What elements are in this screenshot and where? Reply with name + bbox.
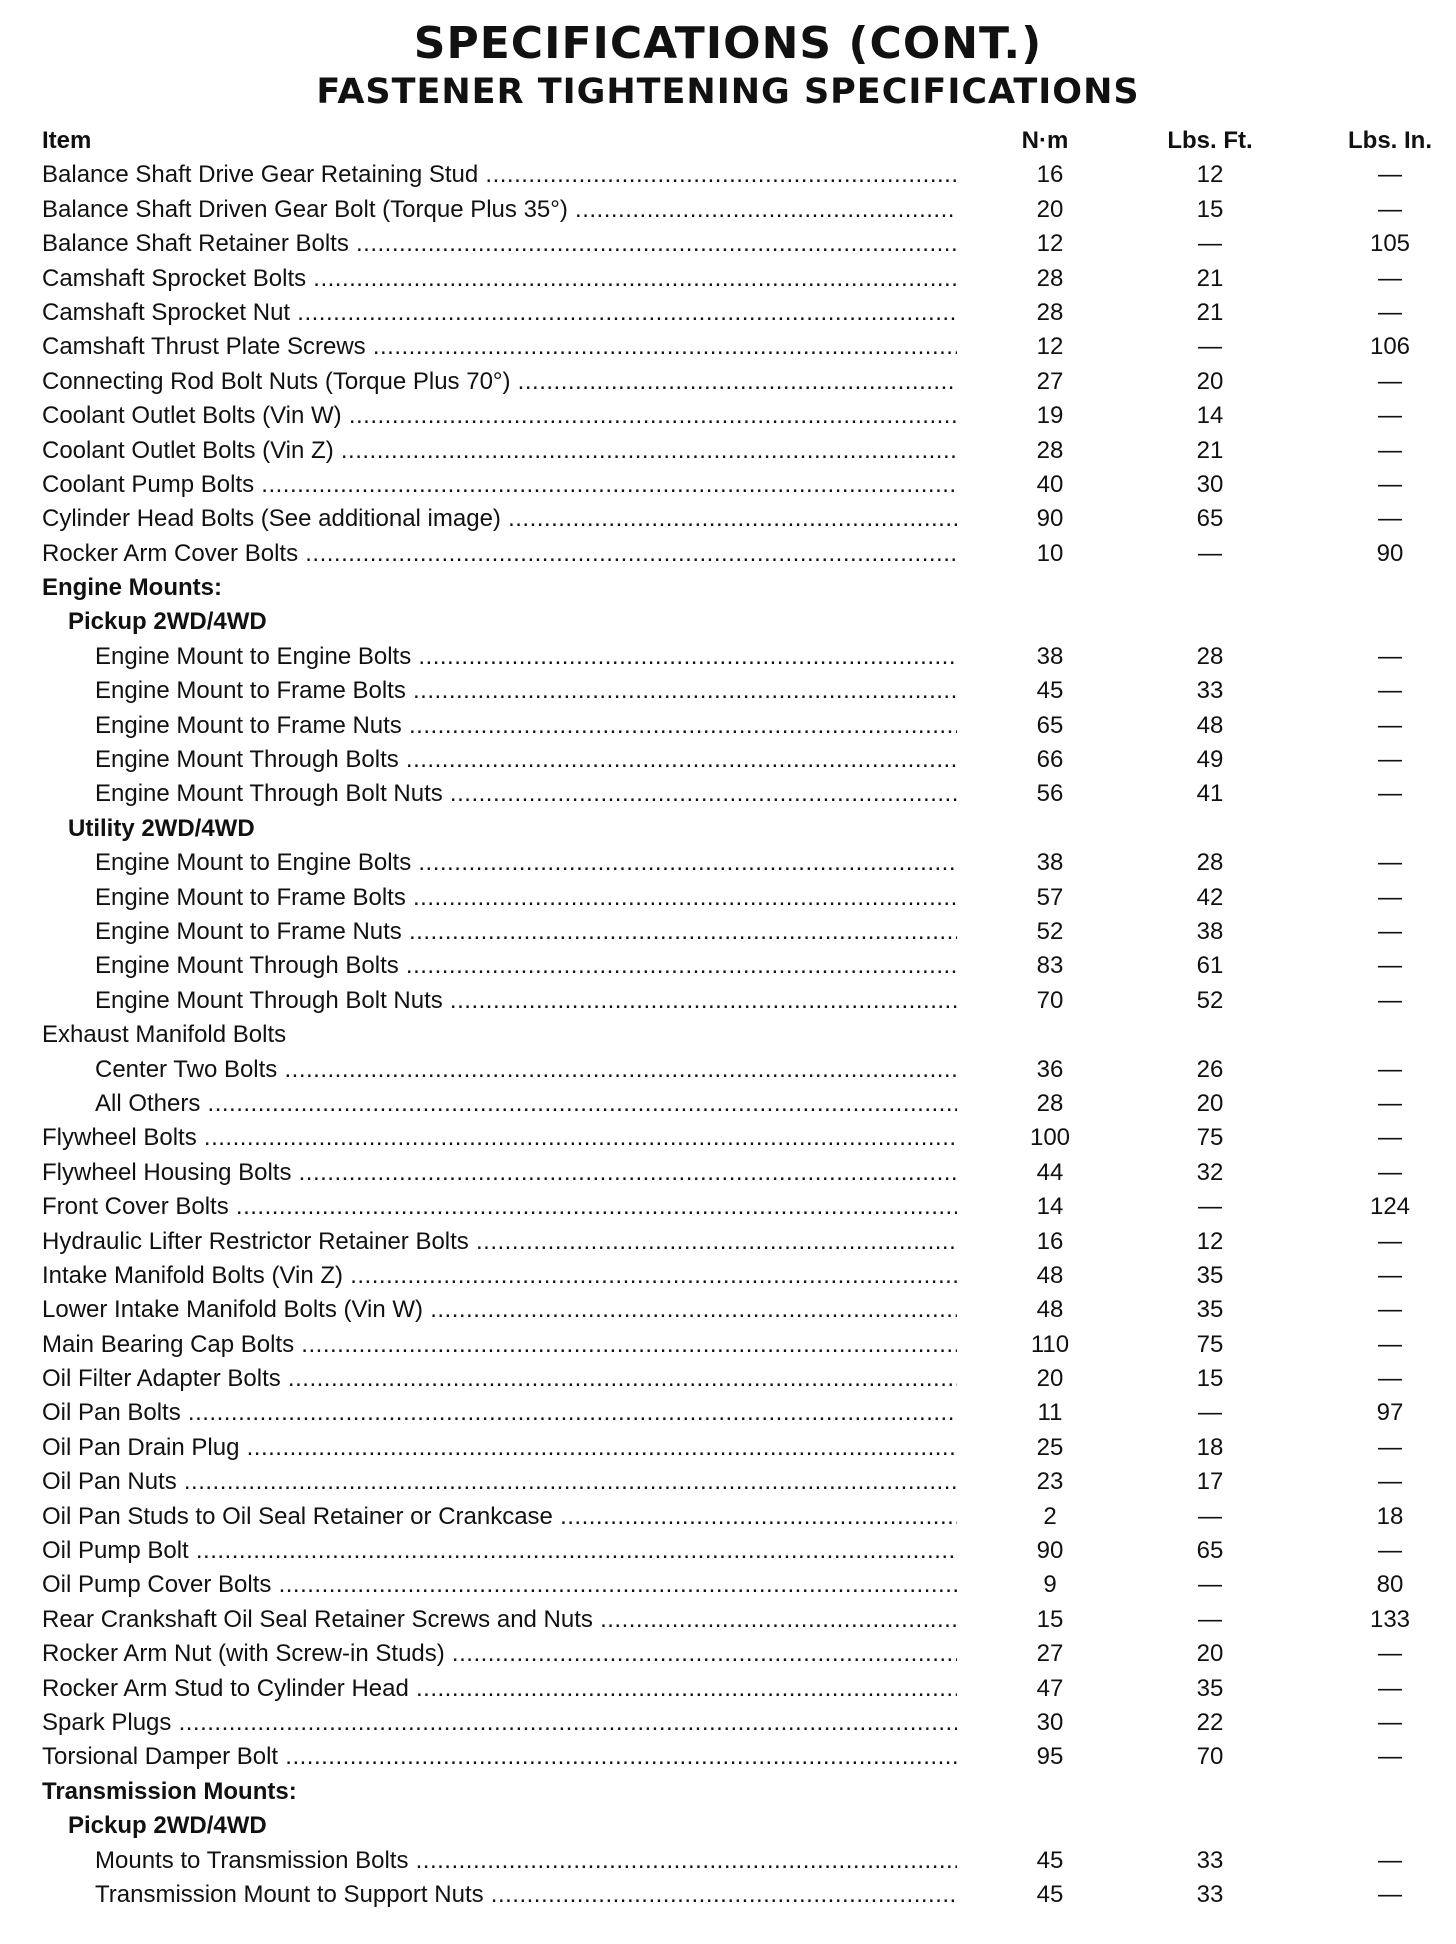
row-value-lbs-ft: 41: [1196, 780, 1224, 808]
table-row: [0, 1534, 1456, 1568]
row-item-label: Transmission Mount to Support Nuts .....: [95, 1878, 957, 1912]
row-item-label: Oil Pan Drain Plug .....: [42, 1431, 957, 1465]
table-row: [0, 1568, 1456, 1602]
row-item-label: Utility 2WD/4WD: [68, 814, 255, 842]
row-item-label: Front Cover Bolts .....: [42, 1190, 957, 1224]
row-value-lbs-ft: 12: [1196, 161, 1224, 189]
table-row: [0, 1500, 1456, 1534]
row-item-label: Cylinder Head Bolts (See additional image) .....: [42, 502, 957, 536]
row-value-lbs-in: —: [1378, 711, 1402, 739]
row-value-lbs-ft: 21: [1196, 298, 1224, 326]
table-row: [0, 158, 1456, 192]
row-item-label: Main Bearing Cap Bolts .....: [42, 1328, 957, 1362]
row-value-nm: 56: [1036, 780, 1064, 808]
row-value-nm: 100: [1029, 1124, 1071, 1152]
row-value-nm: 66: [1036, 746, 1064, 774]
table-row: [0, 1844, 1456, 1878]
row-value-nm: 14: [1036, 1193, 1064, 1221]
row-value-lbs-ft: 35: [1196, 1296, 1224, 1324]
row-item-label: Pickup 2WD/4WD: [68, 608, 267, 636]
row-value-lbs-ft: 48: [1196, 711, 1224, 739]
row-value-lbs-ft: —: [1198, 1399, 1222, 1427]
row-value-nm: 65: [1036, 711, 1064, 739]
row-value-nm: 27: [1036, 1640, 1064, 1668]
row-item-label: Balance Shaft Drive Gear Retaining Stud .....: [42, 158, 957, 192]
row-value-lbs-ft: 33: [1196, 1880, 1224, 1908]
row-value-lbs-in: —: [1378, 1124, 1402, 1152]
row-value-lbs-in: —: [1378, 1261, 1402, 1289]
row-value-nm: 45: [1036, 677, 1064, 705]
table-row: [0, 330, 1456, 364]
row-value-lbs-in: 97: [1376, 1399, 1404, 1427]
table-row: [0, 537, 1456, 571]
section-heading-row: [0, 571, 1456, 605]
row-value-lbs-ft: —: [1198, 333, 1222, 361]
row-value-lbs-ft: —: [1198, 1571, 1222, 1599]
row-item-label: Rear Crankshaft Oil Seal Retainer Screws and Nuts .....: [42, 1603, 957, 1637]
row-value-lbs-in: —: [1378, 1055, 1402, 1083]
row-item-label: Oil Pan Bolts .....: [42, 1396, 957, 1430]
column-header-item: Item: [42, 127, 92, 154]
row-value-lbs-in: —: [1378, 402, 1402, 430]
row-item-label: Torsional Damper Bolt .....: [42, 1740, 957, 1774]
row-value-nm: 52: [1036, 917, 1064, 945]
row-value-lbs-ft: 20: [1196, 1089, 1224, 1117]
row-value-lbs-ft: 17: [1196, 1468, 1224, 1496]
row-value-lbs-in: —: [1378, 1158, 1402, 1186]
row-value-lbs-in: —: [1378, 1365, 1402, 1393]
table-row: [0, 1156, 1456, 1190]
row-value-lbs-in: —: [1378, 436, 1402, 464]
row-item-label: Coolant Outlet Bolts (Vin Z) .....: [42, 434, 957, 468]
row-value-lbs-in: —: [1378, 298, 1402, 326]
row-value-nm: 48: [1036, 1261, 1064, 1289]
table-row: [0, 709, 1456, 743]
row-value-lbs-ft: 15: [1196, 195, 1224, 223]
row-value-lbs-in: 106: [1369, 333, 1411, 361]
row-value-lbs-ft: 35: [1196, 1261, 1224, 1289]
row-item-label: Engine Mount Through Bolt Nuts .....: [95, 984, 957, 1018]
row-value-lbs-in: —: [1378, 1296, 1402, 1324]
table-row: [0, 1878, 1456, 1912]
table-row: [0, 296, 1456, 330]
table-row: [0, 502, 1456, 536]
row-value-nm: 16: [1036, 161, 1064, 189]
row-item-label: Engine Mount to Frame Bolts .....: [95, 881, 957, 915]
row-value-nm: 90: [1036, 1537, 1064, 1565]
row-value-lbs-ft: 18: [1196, 1433, 1224, 1461]
row-item-label: Coolant Pump Bolts .....: [42, 468, 957, 502]
row-item-label: Engine Mount to Engine Bolts .....: [95, 640, 957, 674]
row-value-nm: 28: [1036, 436, 1064, 464]
row-value-lbs-ft: —: [1198, 539, 1222, 567]
row-value-nm: 27: [1036, 367, 1064, 395]
row-value-nm: 45: [1036, 1846, 1064, 1874]
row-value-nm: 28: [1036, 298, 1064, 326]
table-row: [0, 1259, 1456, 1293]
table-row: [0, 1121, 1456, 1155]
row-value-lbs-in: —: [1378, 1674, 1402, 1702]
row-value-lbs-ft: 30: [1196, 470, 1224, 498]
table-row: [0, 1740, 1456, 1774]
row-value-lbs-in: —: [1378, 917, 1402, 945]
row-value-lbs-in: —: [1378, 1433, 1402, 1461]
row-item-label: Engine Mount to Frame Nuts .....: [95, 915, 957, 949]
row-item-label: Center Two Bolts .....: [95, 1053, 957, 1087]
table-row: [0, 262, 1456, 296]
row-value-lbs-ft: 21: [1196, 436, 1224, 464]
fastener-spec-table: [0, 124, 1456, 1912]
row-value-lbs-ft: 12: [1196, 1227, 1224, 1255]
row-value-lbs-ft: 20: [1196, 1640, 1224, 1668]
table-row: [0, 984, 1456, 1018]
row-value-nm: 28: [1036, 1089, 1064, 1117]
row-value-lbs-ft: 35: [1196, 1674, 1224, 1702]
row-item-label: Engine Mount Through Bolt Nuts .....: [95, 777, 957, 811]
row-value-nm: 36: [1036, 1055, 1064, 1083]
row-value-lbs-in: —: [1378, 986, 1402, 1014]
row-value-lbs-ft: —: [1198, 1193, 1222, 1221]
row-value-lbs-in: —: [1378, 952, 1402, 980]
row-item-label: Engine Mount Through Bolts .....: [95, 949, 957, 983]
row-value-lbs-ft: 33: [1196, 677, 1224, 705]
row-item-label: Engine Mount to Frame Bolts .....: [95, 674, 957, 708]
table-row: [0, 1603, 1456, 1637]
table-row: [0, 399, 1456, 433]
row-value-lbs-ft: 22: [1196, 1708, 1224, 1736]
row-item-label: Engine Mounts:: [42, 574, 222, 602]
row-item-label: All Others .....: [95, 1087, 957, 1121]
table-row: [0, 1431, 1456, 1465]
row-item-label: Engine Mount to Frame Nuts .....: [95, 709, 957, 743]
row-item-label: Flywheel Housing Bolts .....: [42, 1156, 957, 1190]
table-row: [0, 881, 1456, 915]
page-title: SPECIFICATIONS (CONT.): [413, 18, 1043, 69]
row-item-label: Engine Mount to Engine Bolts .....: [95, 846, 957, 880]
row-value-nm: 95: [1036, 1743, 1064, 1771]
row-value-nm: 47: [1036, 1674, 1064, 1702]
section-heading-row: [0, 812, 1456, 846]
row-value-nm: 20: [1036, 1365, 1064, 1393]
row-value-nm: 16: [1036, 1227, 1064, 1255]
row-value-lbs-ft: 33: [1196, 1846, 1224, 1874]
row-item-label: Camshaft Thrust Plate Screws .....: [42, 330, 957, 364]
row-value-lbs-in: —: [1378, 1468, 1402, 1496]
row-value-lbs-ft: 65: [1196, 1537, 1224, 1565]
table-row: [0, 193, 1456, 227]
row-value-lbs-in: —: [1378, 470, 1402, 498]
row-item-label: Balance Shaft Retainer Bolts .....: [42, 227, 957, 261]
row-value-lbs-ft: —: [1198, 1605, 1222, 1633]
table-row: [0, 1018, 1456, 1052]
row-item-label: Camshaft Sprocket Nut .....: [42, 296, 957, 330]
row-value-lbs-ft: 49: [1196, 746, 1224, 774]
table-row: [0, 674, 1456, 708]
table-row: [0, 640, 1456, 674]
row-value-lbs-ft: 52: [1196, 986, 1224, 1014]
row-item-label: Coolant Outlet Bolts (Vin W) .....: [42, 399, 957, 433]
table-row: [0, 1328, 1456, 1362]
table-row: [0, 1362, 1456, 1396]
row-value-lbs-in: —: [1378, 195, 1402, 223]
table-row: [0, 743, 1456, 777]
table-row: [0, 1672, 1456, 1706]
row-value-nm: 110: [1030, 1330, 1070, 1358]
row-item-label: Intake Manifold Bolts (Vin Z) .....: [42, 1259, 957, 1293]
column-header-lbs-in: Lbs. In.: [1348, 127, 1432, 154]
row-value-lbs-ft: 21: [1196, 264, 1224, 292]
row-value-nm: 19: [1036, 402, 1064, 430]
row-value-lbs-in: —: [1378, 677, 1402, 705]
row-item-label: Engine Mount Through Bolts .....: [95, 743, 957, 777]
table-row: [0, 949, 1456, 983]
row-value-nm: 28: [1036, 264, 1064, 292]
row-value-lbs-in: —: [1378, 1743, 1402, 1771]
table-row: [0, 1293, 1456, 1327]
row-value-lbs-in: —: [1378, 883, 1402, 911]
table-row: [0, 777, 1456, 811]
row-item-label: Oil Pump Bolt .....: [42, 1534, 957, 1568]
row-value-lbs-ft: —: [1198, 230, 1222, 258]
row-value-nm: 70: [1036, 986, 1064, 1014]
row-value-nm: 44: [1036, 1158, 1064, 1186]
row-item-label: Rocker Arm Cover Bolts .....: [42, 537, 957, 571]
row-value-lbs-in: 124: [1369, 1193, 1411, 1221]
table-row: [0, 365, 1456, 399]
row-item-label: Oil Pan Studs to Oil Seal Retainer or Crankcase .....: [42, 1500, 957, 1534]
row-value-nm: 40: [1036, 470, 1064, 498]
row-value-lbs-ft: 15: [1196, 1365, 1224, 1393]
row-value-lbs-ft: 14: [1196, 402, 1224, 430]
table-row: [0, 1465, 1456, 1499]
row-item-label: Exhaust Manifold Bolts: [42, 1021, 287, 1049]
row-item-label: Camshaft Sprocket Bolts .....: [42, 262, 957, 296]
row-item-label: Rocker Arm Stud to Cylinder Head .....: [42, 1672, 957, 1706]
row-item-label: Flywheel Bolts .....: [42, 1121, 957, 1155]
table-row: [0, 1225, 1456, 1259]
row-value-lbs-ft: 28: [1196, 849, 1224, 877]
row-item-label: Transmission Mounts:: [42, 1777, 297, 1805]
row-value-nm: 12: [1036, 333, 1064, 361]
row-value-lbs-ft: 26: [1196, 1055, 1224, 1083]
table-row: [0, 1396, 1456, 1430]
row-value-lbs-in: 133: [1369, 1605, 1411, 1633]
row-value-nm: 57: [1036, 883, 1064, 911]
row-value-nm: 12: [1036, 230, 1064, 258]
row-item-label: Oil Pump Cover Bolts .....: [42, 1568, 957, 1602]
column-header-nm: N·m: [1021, 127, 1069, 154]
row-value-nm: 2: [1043, 1502, 1057, 1530]
row-value-lbs-ft: 20: [1196, 367, 1224, 395]
row-item-label: Lower Intake Manifold Bolts (Vin W) .....: [42, 1293, 957, 1327]
row-value-lbs-in: —: [1378, 1880, 1402, 1908]
row-value-lbs-ft: 42: [1196, 883, 1224, 911]
row-value-nm: 9: [1043, 1571, 1057, 1599]
row-item-label: Mounts to Transmission Bolts .....: [95, 1844, 957, 1878]
row-value-nm: 45: [1036, 1880, 1064, 1908]
page-header: [0, 18, 1456, 114]
row-value-lbs-ft: 70: [1196, 1743, 1224, 1771]
row-item-label: Connecting Rod Bolt Nuts (Torque Plus 70°) .....: [42, 365, 957, 399]
section-heading-row: [0, 1809, 1456, 1843]
row-value-nm: 38: [1036, 642, 1064, 670]
row-item-label: Hydraulic Lifter Restrictor Retainer Bolts .....: [42, 1225, 957, 1259]
row-value-nm: 38: [1036, 849, 1064, 877]
row-value-nm: 90: [1036, 505, 1064, 533]
row-item-label: Spark Plugs .....: [42, 1706, 957, 1740]
row-value-nm: 10: [1036, 539, 1064, 567]
row-value-lbs-in: —: [1378, 1330, 1402, 1358]
row-value-nm: 48: [1036, 1296, 1064, 1324]
row-item-label: Balance Shaft Driven Gear Bolt (Torque Plus 35°) .....: [42, 193, 957, 227]
table-row: [0, 227, 1456, 261]
row-value-lbs-in: —: [1378, 161, 1402, 189]
row-item-label: Rocker Arm Nut (with Screw-in Studs) .....: [42, 1637, 957, 1671]
row-value-lbs-in: —: [1378, 1227, 1402, 1255]
row-value-nm: 25: [1036, 1433, 1064, 1461]
row-value-lbs-in: —: [1378, 264, 1402, 292]
row-value-lbs-ft: 28: [1196, 642, 1224, 670]
row-value-lbs-ft: 61: [1196, 952, 1224, 980]
row-value-lbs-in: —: [1378, 642, 1402, 670]
row-value-lbs-in: 18: [1376, 1502, 1404, 1530]
row-value-lbs-ft: 65: [1196, 505, 1224, 533]
row-value-lbs-in: —: [1378, 849, 1402, 877]
section-heading-row: [0, 605, 1456, 639]
row-value-lbs-in: 105: [1369, 230, 1411, 258]
table-row: [0, 1190, 1456, 1224]
row-value-lbs-in: —: [1378, 505, 1402, 533]
row-value-lbs-in: —: [1378, 746, 1402, 774]
table-row: [0, 1637, 1456, 1671]
table-row: [0, 1087, 1456, 1121]
table-row: [0, 468, 1456, 502]
page-subtitle: FASTENER TIGHTENING SPECIFICATIONS: [316, 72, 1140, 112]
row-value-lbs-in: —: [1378, 1640, 1402, 1668]
row-value-nm: 11: [1037, 1399, 1063, 1427]
column-header-lbs-ft: Lbs. Ft.: [1167, 127, 1253, 154]
table-row: [0, 434, 1456, 468]
row-item-label: Pickup 2WD/4WD: [68, 1812, 267, 1840]
table-header-row: [0, 124, 1456, 158]
row-value-lbs-ft: 38: [1196, 917, 1224, 945]
row-value-nm: 83: [1036, 952, 1064, 980]
row-value-nm: 30: [1036, 1708, 1064, 1736]
row-value-lbs-ft: 75: [1196, 1330, 1224, 1358]
row-value-lbs-in: 80: [1376, 1571, 1404, 1599]
row-value-nm: 23: [1036, 1468, 1064, 1496]
row-value-lbs-ft: 75: [1196, 1124, 1224, 1152]
row-value-lbs-in: —: [1378, 1708, 1402, 1736]
row-value-lbs-ft: 32: [1196, 1158, 1224, 1186]
section-heading-row: [0, 1775, 1456, 1809]
table-row: [0, 915, 1456, 949]
row-value-lbs-in: 90: [1376, 539, 1404, 567]
row-item-label: Oil Pan Nuts .....: [42, 1465, 957, 1499]
row-item-label: Oil Filter Adapter Bolts .....: [42, 1362, 957, 1396]
row-value-lbs-in: —: [1378, 367, 1402, 395]
table-row: [0, 846, 1456, 880]
row-value-lbs-in: —: [1378, 780, 1402, 808]
row-value-lbs-in: —: [1378, 1846, 1402, 1874]
table-row: [0, 1706, 1456, 1740]
row-value-lbs-in: —: [1378, 1089, 1402, 1117]
table-row: [0, 1053, 1456, 1087]
row-value-lbs-ft: —: [1198, 1502, 1222, 1530]
row-value-nm: 20: [1036, 195, 1064, 223]
row-value-lbs-in: —: [1378, 1537, 1402, 1565]
row-value-nm: 15: [1036, 1605, 1064, 1633]
